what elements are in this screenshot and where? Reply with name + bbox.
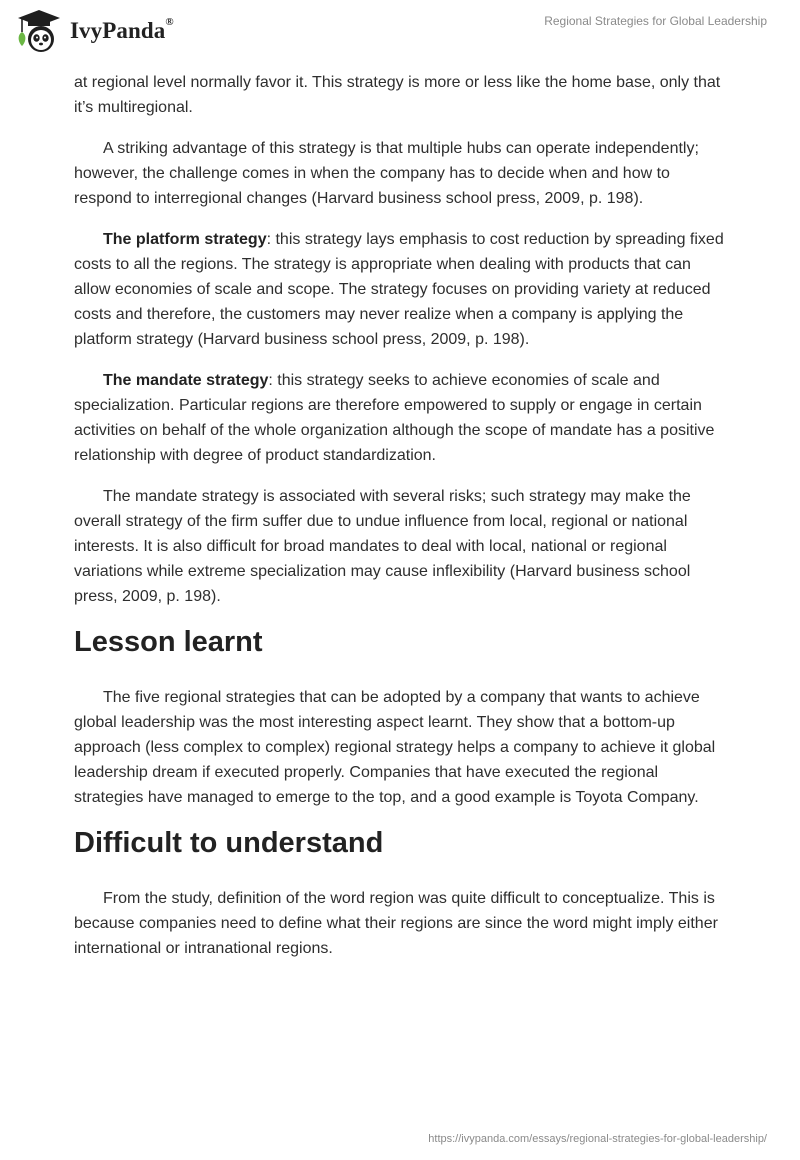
mandate-strategy-text: : this strategy seeks to achieve economies of scale and specialization. Particular regions are therefore empowered to supply or engage in certain activities on behalf of the whole organization although the scope of mandate has a positive relationship with degree of product standardization. [74,372,715,464]
paragraph-mandate-strategy [74,368,726,468]
logo-wordmark: IvyPanda® [70,16,174,43]
registered-mark: ® [165,16,174,29]
panda-graduate-icon [14,8,64,54]
ivypanda-logo[interactable] [14,8,174,54]
essay-body [74,70,726,977]
paragraph-platform-strategy [74,227,726,352]
paragraph-continuation: at regional level normally favor it. This strategy is more or less like the home base, only that it’s multiregional. [74,74,721,116]
heading-difficult: Difficult to understand [74,827,384,859]
source-url-link[interactable]: https://ivypanda.com/essays/regional-strategies-for-global-leadership/ [428,1133,767,1145]
platform-strategy-term: The platform strategy [103,231,267,248]
document-title: Regional Strategies for Global Leadership [544,14,767,28]
paragraph-hubs-advantage: A striking advantage of this strategy is that multiple hubs can operate independently; however, the challenge comes in when the company has to decide when and how to respond to interregional changes (Harvard business school press, 2009, p. 198). [74,140,699,207]
paragraph-mandate-risks: The mandate strategy is associated with several risks; such strategy may make the overall strategy of the firm suffer due to undue influence from local, regional or national interests. It is also difficult for broad mandates to deal with local, national or regional variations while extreme specialization may cause inflexibility (Harvard business school press, 2009, p. 198). [74,488,691,605]
mandate-strategy-term: The mandate strategy [103,372,269,389]
platform-strategy-text: : this strategy lays emphasis to cost reduction by spreading fixed costs to all the regions. The strategy is appropriate when dealing with products that can allow economies of scale and scope. The strategy focuses on providing variety at reduced costs and therefore, the customers may never realize when a company is applying the platform strategy (Harvard business school press, 2009, p. 198). [74,231,724,348]
paragraph-lesson: The five regional strategies that can be adopted by a company that wants to achieve global leadership was the most interesting aspect learnt. They show that a bottom-up approach (less complex to complex) regional strategy helps a company to achieve it global leadership dream if executed properly. Companies that have executed the regional strategies have managed to emerge to the top, and a good example is Toyota Company. [74,689,716,806]
paragraph-difficult: From the study, definition of the word region was quite difficult to conceptualize. This is because companies need to define what their regions are since the word might imply either international or intranational regions. [74,890,718,957]
page-header [0,0,800,70]
heading-lesson-learnt: Lesson learnt [74,626,263,658]
